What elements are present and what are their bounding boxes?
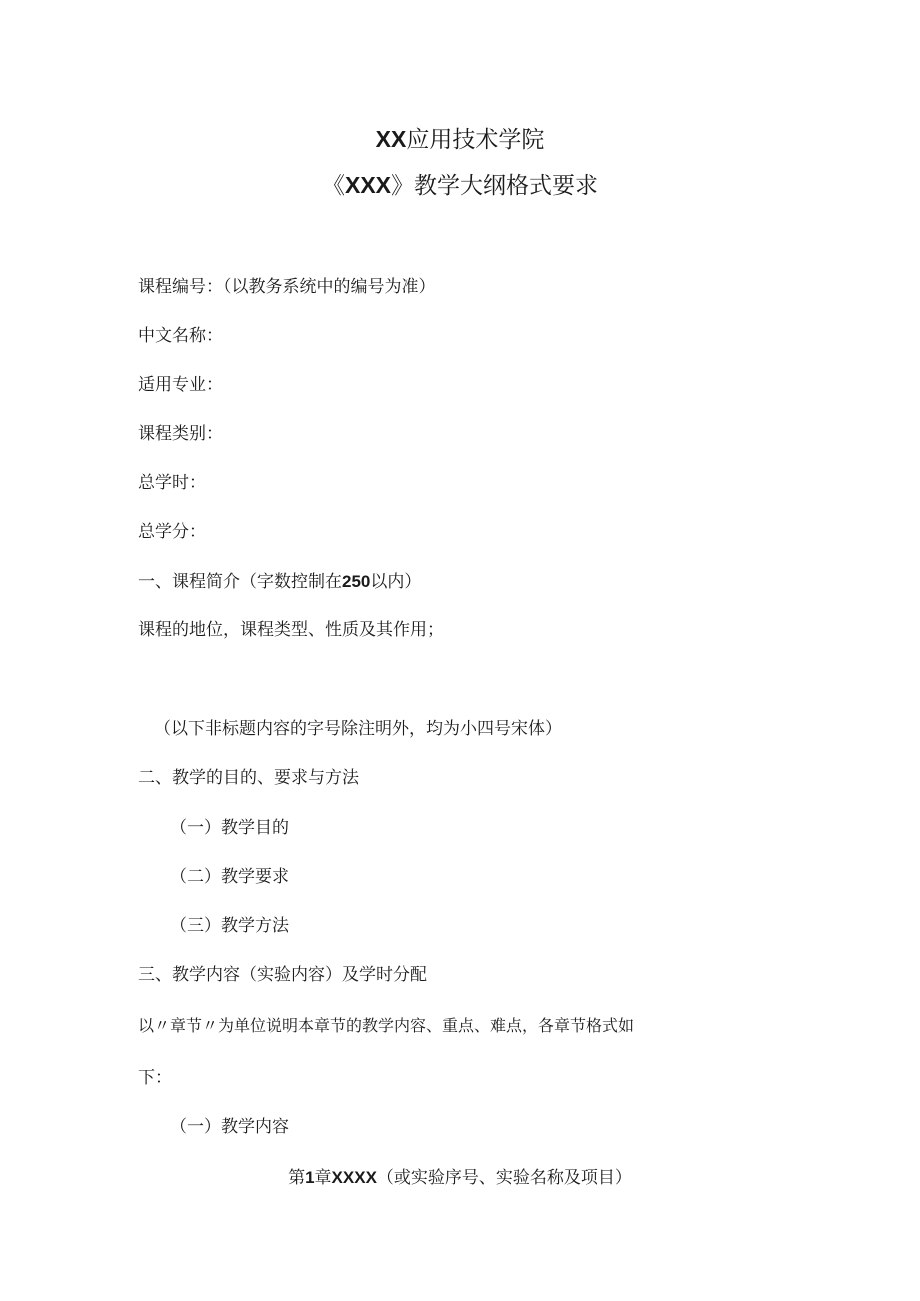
title-xx: XX — [375, 126, 407, 152]
section1-heading-post: 以内） — [370, 572, 422, 592]
institution-title — [0, 128, 920, 152]
section1-heading-num: 250 — [342, 572, 371, 591]
field-major: 适用专业： — [138, 375, 223, 395]
section2-item-methods: （三）教学方法 — [170, 916, 289, 936]
field-total-credits: 总学分： — [138, 522, 206, 542]
field-course-code: 课程编号：（以教务系统中的编号为准） — [138, 277, 436, 297]
title-text: 应用技术学院 — [406, 127, 545, 153]
section3-paragraph-line2: 下： — [138, 1068, 172, 1088]
field-category: 课程类别： — [138, 424, 223, 444]
format-note: （以下非标题内容的字号除注明外，均为小四号宋体） — [154, 719, 562, 739]
section3-subheading: （一）教学内容 — [170, 1117, 289, 1137]
chapter-heading — [0, 1169, 920, 1187]
field-total-hours: 总学时： — [138, 473, 206, 493]
section2-item-requirements: （二）教学要求 — [170, 867, 289, 887]
chapter-mid: 章 — [314, 1168, 332, 1188]
section2-item-objective: （一）教学目的 — [170, 818, 289, 838]
field-chinese-name: 中文名称： — [138, 326, 223, 346]
chapter-post: （或实验序号、实验名称及项目） — [376, 1168, 632, 1188]
section2-heading: 二、教学的目的、要求与方法 — [138, 768, 359, 788]
section1-heading-pre: 一、课程简介（字数控制在 — [138, 572, 342, 592]
chapter-xxxx: XXXX — [331, 1168, 377, 1187]
chapter-num: 1 — [305, 1168, 315, 1187]
section1-content: 课程的地位，课程类型、性质及其作用； — [138, 620, 444, 640]
section3-paragraph-line1: 以〃章节〃为单位说明本章节的教学内容、重点、难点，各章节格式如 — [138, 1016, 635, 1035]
document-title — [0, 174, 920, 198]
section3-heading: 三、教学内容（实验内容）及学时分配 — [138, 965, 427, 985]
section1-heading — [138, 573, 421, 591]
title-xxx: XXX — [344, 172, 392, 198]
title-rest: 》教学大纲格式要求 — [391, 173, 599, 199]
title-open-bracket: 《 — [321, 173, 345, 199]
chapter-pre: 第 — [288, 1168, 306, 1188]
